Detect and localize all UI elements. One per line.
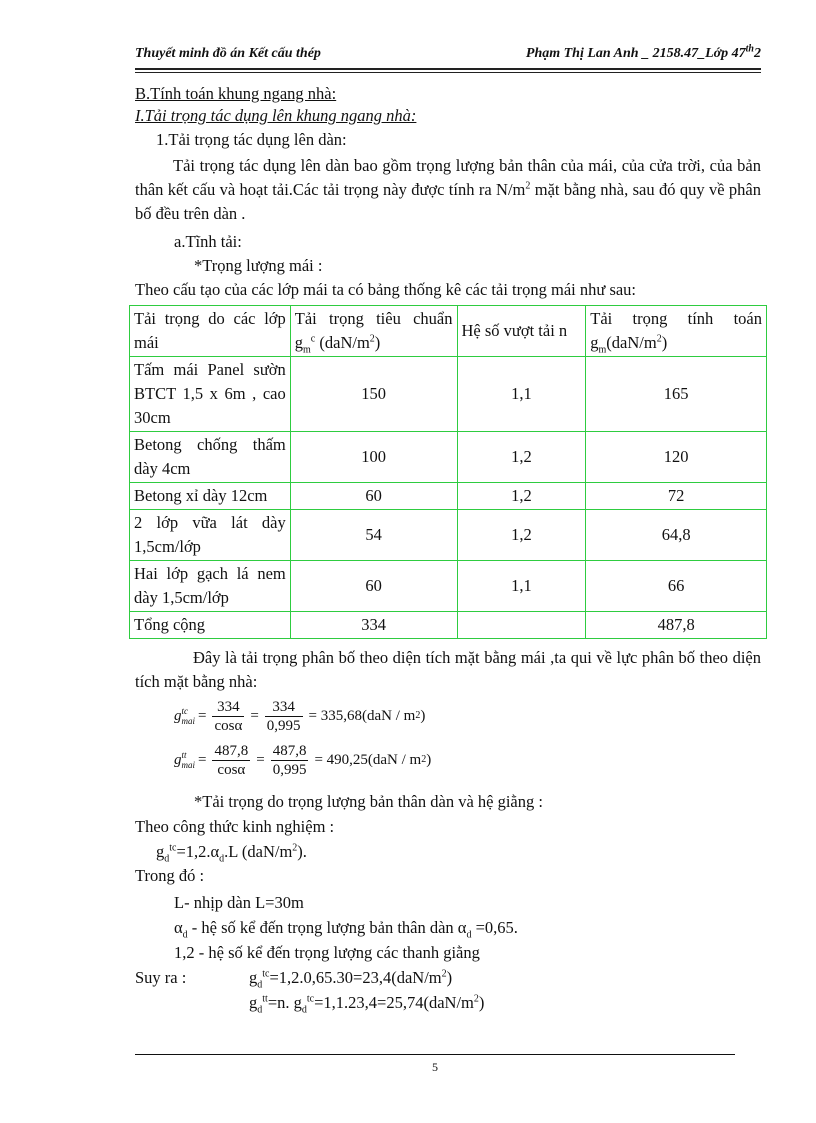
header-author: Phạm Thị Lan Anh _ 2158.47_Lớp 47th2 xyxy=(525,43,761,61)
cell-layer: Betong xỉ dày 12cm xyxy=(130,483,291,510)
definition-alpha: $\alpha_d$ - hệ số kể đến trọng lượng bản thân dàn $\alpha_d =0,65$. xyxy=(174,918,518,941)
subsection-1-heading: 1.Tải trọng tác dụng lên dàn: xyxy=(156,130,347,149)
equation-design-roof-load: g tt mai = $\frac{487,8}{\cos\alpha}$ = $\frac{487,8}{0,995}$ = 490,25(daN / m 2 ) xyxy=(174,742,432,778)
table-row xyxy=(130,483,767,510)
cell-design-load: 66 xyxy=(586,561,767,612)
header-cell-design-load: Tải trọng tính toán $g_m(daN/m^2)$ xyxy=(586,306,767,357)
cell-layer: 2 lớp vữa lát dày 1,5cm/lớp xyxy=(130,510,291,561)
static-load-heading: a.Tĩnh tải: xyxy=(174,232,242,251)
equation-standard-roof-load: g tc mai = $\frac{334}{\cos\alpha}$ = $\frac{334}{0,995}$ = 335,68(daN / m 2 ) xyxy=(174,698,426,734)
footer-rule xyxy=(135,1054,735,1055)
cell-overload-factor: 1,1 xyxy=(457,357,586,432)
header-cell-layer: Tải trọng do các lớp mái xyxy=(130,306,291,357)
cell-design-load: 120 xyxy=(586,432,767,483)
definition-span: L- nhịp dàn L=30m xyxy=(174,893,304,912)
cell-standard-load: 54 xyxy=(290,510,457,561)
cell-total-label: Tổng cộng xyxy=(130,612,291,639)
cell-overload-factor: 1,2 xyxy=(457,432,586,483)
table-row xyxy=(130,432,767,483)
table-header-row xyxy=(130,306,767,357)
result-standard-truss-load: $g_d^{tc}=1,2.0,65.30=23,4(daN/m^2)$ xyxy=(249,968,453,991)
table-intro-text: Theo cấu tạo của các lớp mái ta có bảng thống kê các tải trọng mái như sau: xyxy=(135,280,637,299)
where-label: Trong đó : xyxy=(135,866,205,885)
section-b-heading: B.Tính toán khung ngang nhà: xyxy=(135,84,337,103)
cell-standard-load: 150 xyxy=(290,357,457,432)
cell-overload-factor: 1,2 xyxy=(457,483,586,510)
cell-overload-factor: 1,2 xyxy=(457,510,586,561)
cell-design-load: 165 xyxy=(586,357,767,432)
roof-loads-table xyxy=(129,305,767,639)
header-cell-standard-load: Tải trọng tiêu chuẩn $g_m^c$ $(daN/m^2)$ xyxy=(290,306,457,357)
table-row xyxy=(130,561,767,612)
cell-overload-factor: 1,1 xyxy=(457,561,586,612)
cell-design-load: 64,8 xyxy=(586,510,767,561)
cell-standard-load: 100 xyxy=(290,432,457,483)
page-number: 5 xyxy=(432,1060,438,1074)
result-design-truss-load: $g_d^{tt}=n$. $g_d^{tc}=1,1.23,4=25,74(daN/m^2)$ xyxy=(249,993,485,1016)
empirical-formula-text: Theo công thức kinh nghiệm : xyxy=(135,817,335,836)
intro-paragraph: Tải trọng tác dụng lên dàn bao gồm trọng lượng bản thân của mái, của cửa trời, của bản thân kết cấu và hoạt tải.Các tải trọng này được tính ra $N/m^2$ mặt bằng nhà, sau đó quy về phân bố đều trên dàn . xyxy=(135,156,761,223)
section-i-heading: I.Tải trọng tác dụng lên khung ngang nhà: xyxy=(135,106,417,125)
table-total-row xyxy=(130,612,767,639)
header-document-title: Thuyết minh đồ án Kết cấu thép xyxy=(135,46,321,61)
cell-design-load: 72 xyxy=(586,483,767,510)
table-row xyxy=(130,510,767,561)
cell-total-design-load: 487,8 xyxy=(586,612,767,639)
page-header xyxy=(135,44,761,66)
cell-layer: Betong chống thấm dày 4cm xyxy=(130,432,291,483)
header-rule xyxy=(135,68,761,70)
cell-total-standard-load: 334 xyxy=(290,612,457,639)
header-rule-thin xyxy=(135,72,761,73)
cell-layer: Tấm mái Panel sườn BTCT 1,5 x 6m , cao 30cm xyxy=(130,357,291,432)
definition-bracing: 1,2 - hệ số kể đến trọng lượng các thanh giằng xyxy=(174,943,480,962)
roof-weight-heading: *Trọng lượng mái : xyxy=(194,256,323,275)
formula-gd: $g_d^{tc}=1,2.\alpha_d.L$ $(daN/m^2)$. xyxy=(156,842,307,865)
cell-standard-load: 60 xyxy=(290,561,457,612)
truss-weight-heading: *Tải trọng do trọng lượng bản thân dàn và hệ giằng : xyxy=(194,792,543,811)
cell-total-overload-factor xyxy=(457,612,586,639)
cell-layer: Hai lớp gạch lá nem dày 1,5cm/lớp xyxy=(130,561,291,612)
table-row xyxy=(130,357,767,432)
header-cell-overload-factor: Hệ số vượt tải n xyxy=(457,306,586,357)
cell-standard-load: 60 xyxy=(290,483,457,510)
result-label: Suy ra : xyxy=(135,968,187,987)
conversion-paragraph: Đây là tải trọng phân bố theo diện tích mặt bằng mái ,ta qui về lực phân bố theo diện tích mặt bằng nhà: xyxy=(135,648,761,691)
